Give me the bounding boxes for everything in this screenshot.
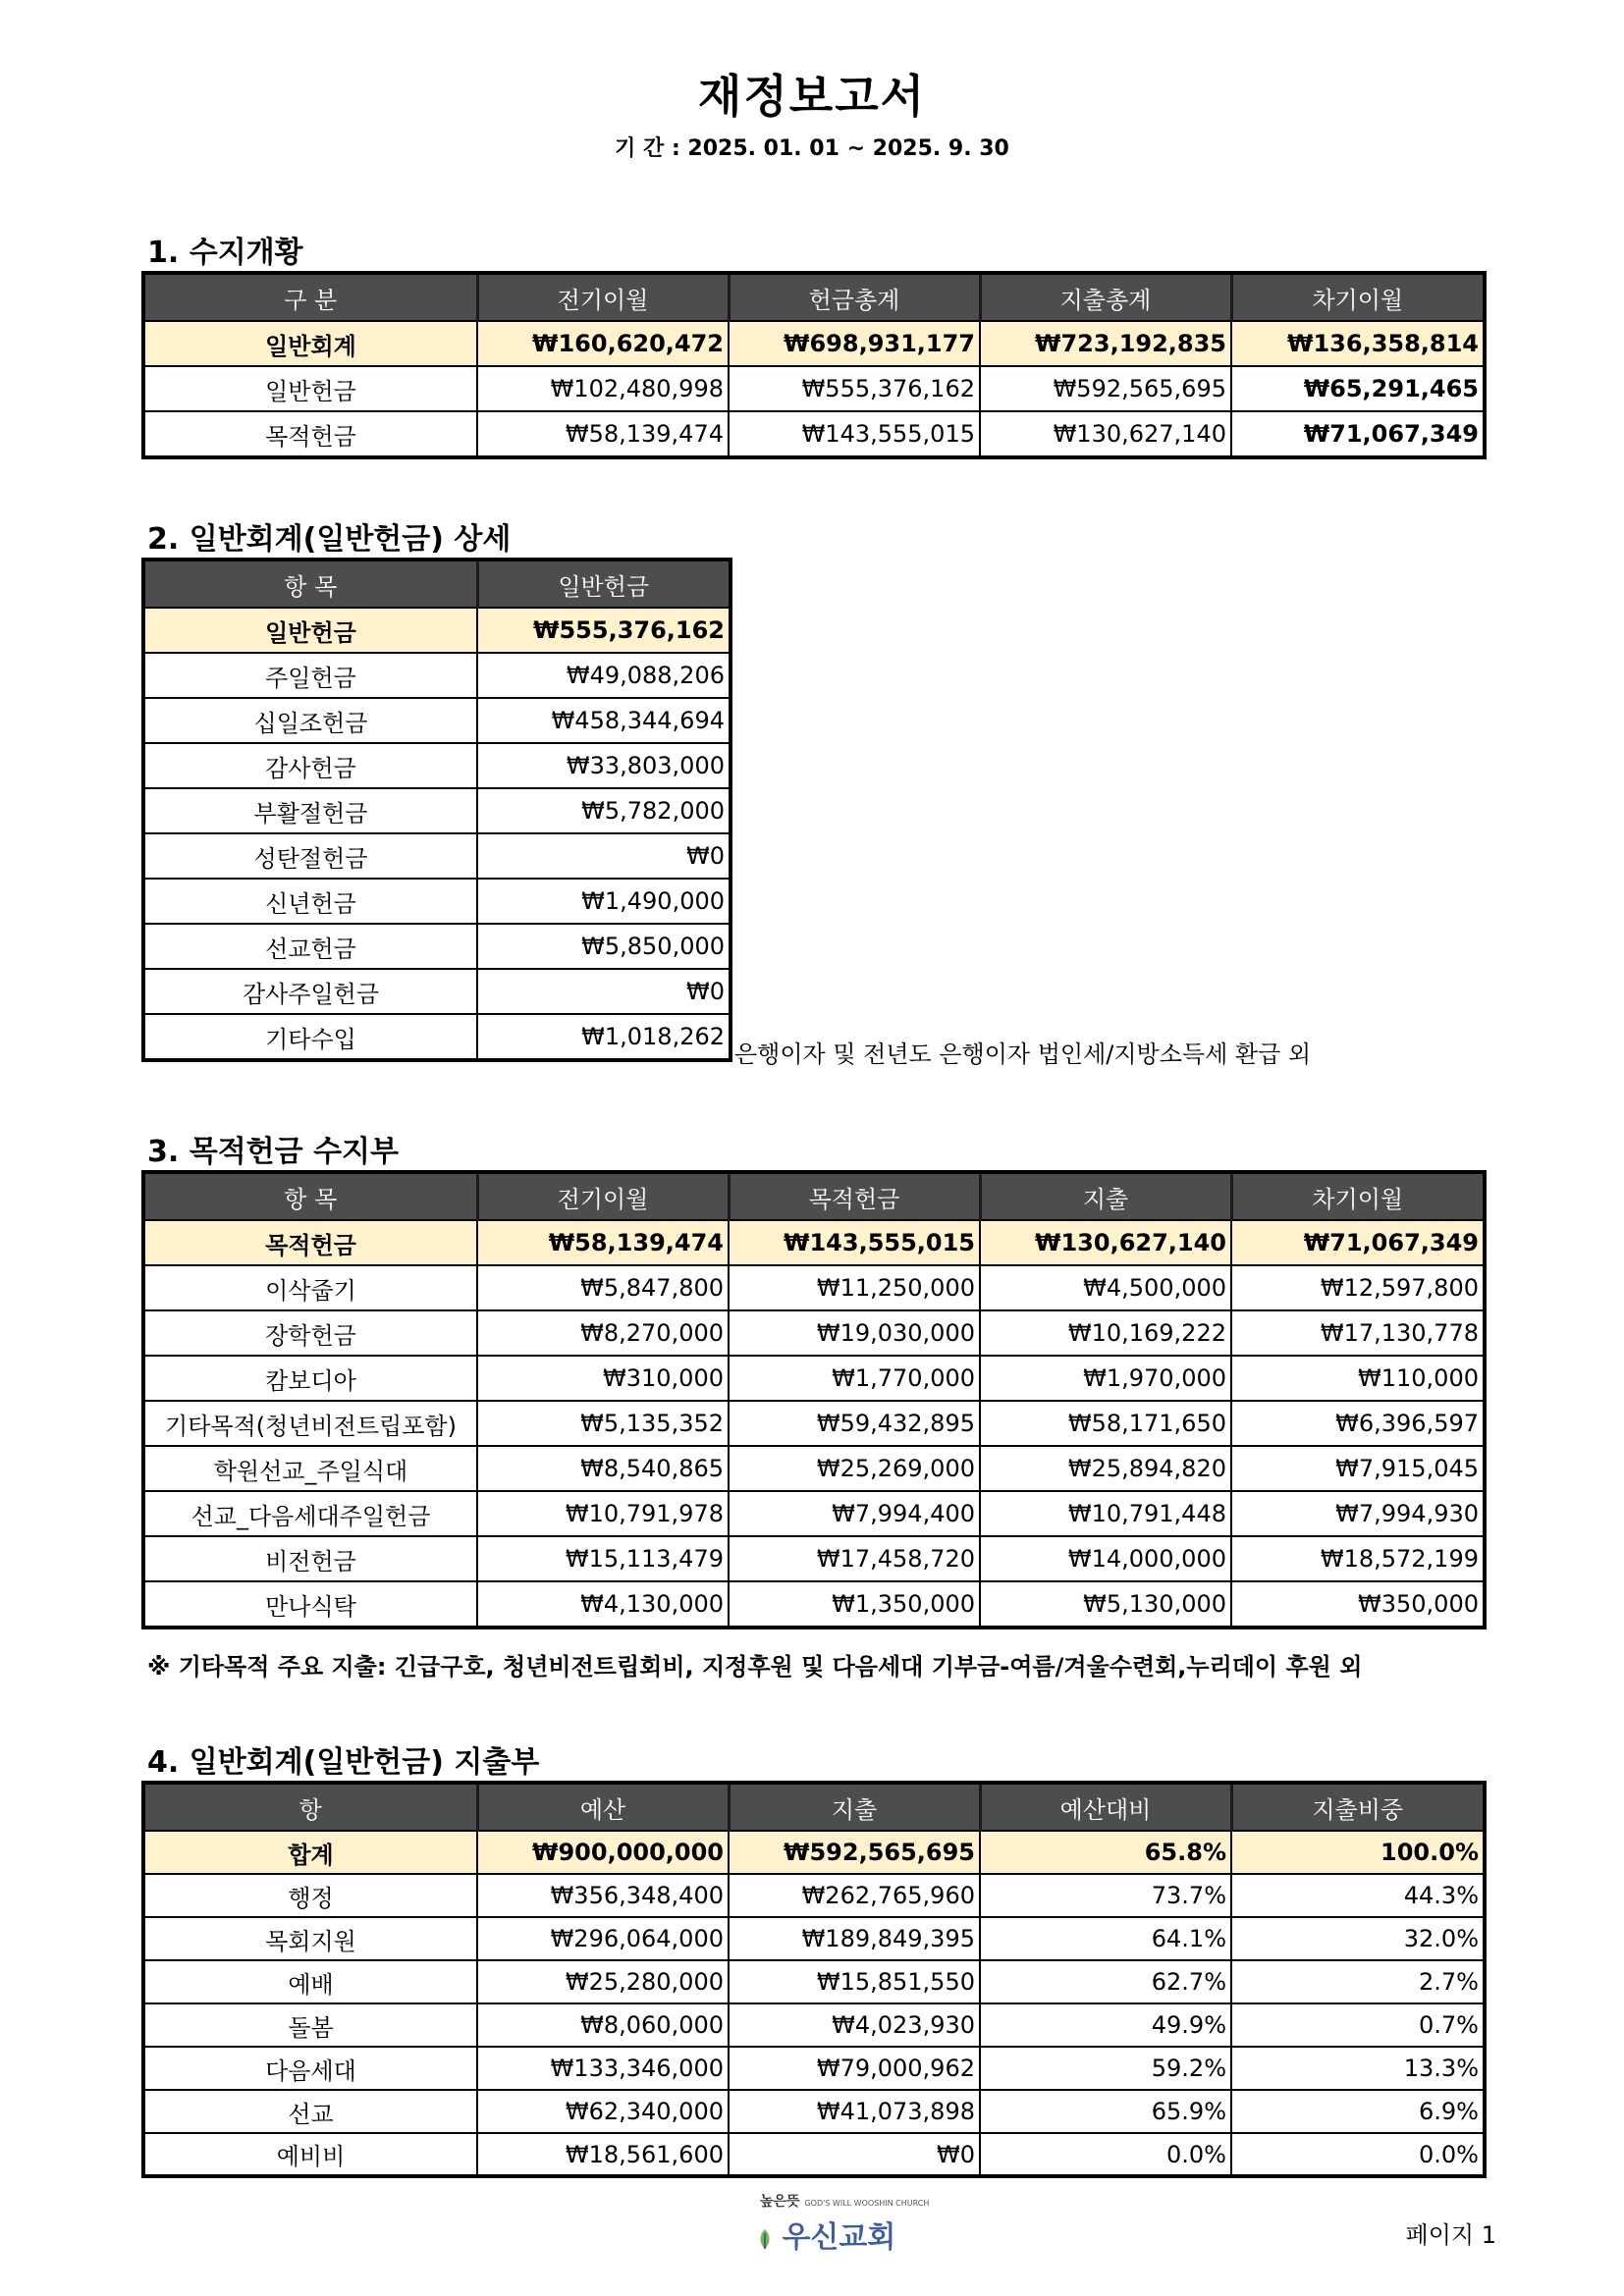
cell-value: ₩555,376,162 bbox=[729, 366, 980, 411]
row-label: 일반헌금 bbox=[143, 608, 477, 653]
cell-value: ₩79,000,962 bbox=[729, 2047, 980, 2090]
table-row bbox=[143, 366, 1485, 411]
cell-value: ₩5,847,800 bbox=[477, 1265, 729, 1310]
row-label: 선교_다음세대주일헌금 bbox=[143, 1491, 477, 1536]
cell-value: ₩136,358,814 bbox=[1231, 321, 1485, 366]
table-row bbox=[143, 1014, 731, 1060]
row-label: 합계 bbox=[143, 1831, 477, 1874]
column-header: 전기이월 bbox=[477, 1172, 729, 1220]
cell-value: ₩7,994,930 bbox=[1231, 1491, 1485, 1536]
row-label: 장학헌금 bbox=[143, 1310, 477, 1356]
cell-value: 0.0% bbox=[1231, 2133, 1485, 2176]
general-offering-table bbox=[141, 558, 732, 1062]
table-row bbox=[143, 1960, 1485, 2003]
column-header: 차기이월 bbox=[1231, 273, 1485, 321]
row-label: 주일헌금 bbox=[143, 653, 477, 698]
cell-value: ₩8,060,000 bbox=[477, 2003, 729, 2047]
designated-offering-table bbox=[141, 1170, 1487, 1629]
table-row bbox=[143, 788, 731, 833]
table-row bbox=[143, 2047, 1485, 2090]
column-header: 일반헌금 bbox=[477, 560, 731, 608]
cell-value: ₩143,555,015 bbox=[729, 1220, 980, 1265]
table-row bbox=[143, 1831, 1485, 1874]
column-header: 항 bbox=[143, 1783, 477, 1831]
cell-value: ₩25,894,820 bbox=[980, 1446, 1231, 1491]
cell-value: ₩25,269,000 bbox=[729, 1446, 980, 1491]
table-row bbox=[143, 1536, 1485, 1581]
cell-value: 65.9% bbox=[980, 2090, 1231, 2133]
cell-value: ₩71,067,349 bbox=[1231, 1220, 1485, 1265]
cell-value: ₩62,340,000 bbox=[477, 2090, 729, 2133]
cell-value: ₩1,490,000 bbox=[477, 879, 731, 924]
row-label: 일반헌금 bbox=[143, 366, 477, 411]
cell-value: ₩14,000,000 bbox=[980, 1536, 1231, 1581]
cell-value: 6.9% bbox=[1231, 2090, 1485, 2133]
designated-note: ※ 기타목적 주요 지출: 긴급구호, 청년비전트립회비, 지정후원 및 다음세대 기부금-여름/겨울수련회,누리데이 후원 외 bbox=[147, 1653, 1363, 1681]
cell-value: ₩8,270,000 bbox=[477, 1310, 729, 1356]
table-row bbox=[143, 608, 731, 653]
cell-value: ₩143,555,015 bbox=[729, 411, 980, 457]
leaf-icon bbox=[758, 2227, 772, 2251]
cell-value: ₩1,770,000 bbox=[729, 1356, 980, 1401]
table-row bbox=[143, 653, 731, 698]
cell-value: ₩11,250,000 bbox=[729, 1265, 980, 1310]
cell-value: ₩4,023,930 bbox=[729, 2003, 980, 2047]
row-label: 일반회계 bbox=[143, 321, 477, 366]
cell-value: 0.0% bbox=[980, 2133, 1231, 2176]
cell-value: ₩5,782,000 bbox=[477, 788, 731, 833]
cell-value: ₩49,088,206 bbox=[477, 653, 731, 698]
cell-value: ₩8,540,865 bbox=[477, 1446, 729, 1491]
cell-value: ₩592,565,695 bbox=[729, 1831, 980, 1874]
logo-main-text: 우신교회 bbox=[758, 2213, 895, 2256]
cell-value: ₩7,994,400 bbox=[729, 1491, 980, 1536]
cell-value: ₩17,130,778 bbox=[1231, 1310, 1485, 1356]
cell-value: ₩0 bbox=[729, 2133, 980, 2176]
column-header: 항 목 bbox=[143, 1172, 477, 1220]
cell-value: ₩58,171,650 bbox=[980, 1401, 1231, 1446]
cell-value: ₩7,915,045 bbox=[1231, 1446, 1485, 1491]
cell-value: ₩0 bbox=[477, 969, 731, 1014]
cell-value: ₩19,030,000 bbox=[729, 1310, 980, 1356]
cell-value: ₩356,348,400 bbox=[477, 1874, 729, 1917]
cell-value: ₩458,344,694 bbox=[477, 698, 731, 743]
table-row bbox=[143, 1356, 1485, 1401]
cell-value: ₩18,561,600 bbox=[477, 2133, 729, 2176]
row-label: 이삭줍기 bbox=[143, 1265, 477, 1310]
row-label: 캄보디아 bbox=[143, 1356, 477, 1401]
column-header: 차기이월 bbox=[1231, 1172, 1485, 1220]
section1-heading: 1. 수지개황 bbox=[147, 236, 303, 270]
cell-value: 44.3% bbox=[1231, 1874, 1485, 1917]
cell-value: ₩5,850,000 bbox=[477, 924, 731, 969]
cell-value: 64.1% bbox=[980, 1917, 1231, 1960]
row-label: 기타목적(청년비전트립포함) bbox=[143, 1401, 477, 1446]
row-label: 감사헌금 bbox=[143, 743, 477, 788]
cell-value: ₩0 bbox=[477, 833, 731, 879]
cell-value: 49.9% bbox=[980, 2003, 1231, 2047]
cell-value: ₩10,169,222 bbox=[980, 1310, 1231, 1356]
cell-value: ₩18,572,199 bbox=[1231, 1536, 1485, 1581]
row-label: 목적헌금 bbox=[143, 1220, 477, 1265]
report-title: 재정보고서 bbox=[697, 70, 927, 123]
cell-value: ₩6,396,597 bbox=[1231, 1401, 1485, 1446]
column-header: 헌금총계 bbox=[729, 273, 980, 321]
row-label: 행정 bbox=[143, 1874, 477, 1917]
row-label: 예비비 bbox=[143, 2133, 477, 2176]
row-label: 선교헌금 bbox=[143, 924, 477, 969]
cell-value: ₩59,432,895 bbox=[729, 1401, 980, 1446]
table-row bbox=[143, 1581, 1485, 1628]
row-label: 기타수입 bbox=[143, 1014, 477, 1060]
column-header: 지출비중 bbox=[1231, 1783, 1485, 1831]
cell-value: ₩10,791,978 bbox=[477, 1491, 729, 1536]
row-label: 비전헌금 bbox=[143, 1536, 477, 1581]
cell-value: 65.8% bbox=[980, 1831, 1231, 1874]
cell-value: ₩1,018,262 bbox=[477, 1014, 731, 1060]
table-row bbox=[143, 1220, 1485, 1265]
cell-value: ₩189,849,395 bbox=[729, 1917, 980, 1960]
cell-value: ₩65,291,465 bbox=[1231, 366, 1485, 411]
cell-value: ₩110,000 bbox=[1231, 1356, 1485, 1401]
table-row bbox=[143, 1446, 1485, 1491]
cell-value: ₩102,480,998 bbox=[477, 366, 729, 411]
table-row bbox=[143, 2090, 1485, 2133]
row-label: 십일조헌금 bbox=[143, 698, 477, 743]
row-label: 목적헌금 bbox=[143, 411, 477, 457]
column-header: 지출 bbox=[980, 1172, 1231, 1220]
cell-value: 59.2% bbox=[980, 2047, 1231, 2090]
column-header: 항 목 bbox=[143, 560, 477, 608]
table-row bbox=[143, 1265, 1485, 1310]
cell-value: ₩262,765,960 bbox=[729, 1874, 980, 1917]
row-label: 신년헌금 bbox=[143, 879, 477, 924]
column-header: 예산 bbox=[477, 1783, 729, 1831]
row-label: 다음세대 bbox=[143, 2047, 477, 2090]
column-header: 구 분 bbox=[143, 273, 477, 321]
table-row bbox=[143, 969, 731, 1014]
table-row bbox=[143, 2003, 1485, 2047]
logo-top-text: 높은뜻 GOD'S WILL WOOSHIN CHURCH bbox=[760, 2194, 930, 2210]
church-logo bbox=[746, 2191, 930, 2260]
row-label: 선교 bbox=[143, 2090, 477, 2133]
cell-value: ₩33,803,000 bbox=[477, 743, 731, 788]
row-label: 성탄절헌금 bbox=[143, 833, 477, 879]
cell-value: ₩71,067,349 bbox=[1231, 411, 1485, 457]
column-header: 지출총계 bbox=[980, 273, 1231, 321]
cell-value: ₩41,073,898 bbox=[729, 2090, 980, 2133]
cell-value: ₩12,597,800 bbox=[1231, 1265, 1485, 1310]
cell-value: ₩15,851,550 bbox=[729, 1960, 980, 2003]
cell-value: ₩723,192,835 bbox=[980, 321, 1231, 366]
cell-value: ₩350,000 bbox=[1231, 1581, 1485, 1628]
table-row bbox=[143, 2133, 1485, 2176]
cell-value: ₩698,931,177 bbox=[729, 321, 980, 366]
cell-value: 100.0% bbox=[1231, 1831, 1485, 1874]
column-header: 전기이월 bbox=[477, 273, 729, 321]
cell-value: ₩1,970,000 bbox=[980, 1356, 1231, 1401]
cell-value: ₩555,376,162 bbox=[477, 608, 731, 653]
cell-value: ₩4,130,000 bbox=[477, 1581, 729, 1628]
table-row bbox=[143, 1917, 1485, 1960]
cell-value: 0.7% bbox=[1231, 2003, 1485, 2047]
report-period: 기 간 : 2025. 01. 01 ~ 2025. 9. 30 bbox=[615, 136, 1009, 161]
cell-value: ₩310,000 bbox=[477, 1356, 729, 1401]
other-income-note: 은행이자 및 전년도 은행이자 법인세/지방소득세 환급 외 bbox=[734, 1041, 1312, 1068]
cell-value: ₩58,139,474 bbox=[477, 1220, 729, 1265]
cell-value: ₩130,627,140 bbox=[980, 411, 1231, 457]
page-number: 페이지 1 bbox=[1405, 2221, 1496, 2249]
table-row bbox=[143, 1491, 1485, 1536]
cell-value: ₩4,500,000 bbox=[980, 1265, 1231, 1310]
cell-value: 62.7% bbox=[980, 1960, 1231, 2003]
cell-value: ₩130,627,140 bbox=[980, 1220, 1231, 1265]
cell-value: ₩15,113,479 bbox=[477, 1536, 729, 1581]
cell-value: 73.7% bbox=[980, 1874, 1231, 1917]
cell-value: ₩25,280,000 bbox=[477, 1960, 729, 2003]
table-row bbox=[143, 743, 731, 788]
cell-value: ₩592,565,695 bbox=[980, 366, 1231, 411]
section3-heading: 3. 목적헌금 수지부 bbox=[147, 1135, 400, 1169]
table-row bbox=[143, 924, 731, 969]
table-row bbox=[143, 1874, 1485, 1917]
cell-value: ₩296,064,000 bbox=[477, 1917, 729, 1960]
table-row bbox=[143, 833, 731, 879]
table-row bbox=[143, 321, 1485, 366]
cell-value: ₩133,346,000 bbox=[477, 2047, 729, 2090]
cell-value: 2.7% bbox=[1231, 1960, 1485, 2003]
cell-value: ₩17,458,720 bbox=[729, 1536, 980, 1581]
cell-value: ₩900,000,000 bbox=[477, 1831, 729, 1874]
table-row bbox=[143, 698, 731, 743]
table-row bbox=[143, 879, 731, 924]
row-label: 돌봄 bbox=[143, 2003, 477, 2047]
column-header: 목적헌금 bbox=[729, 1172, 980, 1220]
table-row bbox=[143, 411, 1485, 457]
cell-value: ₩5,135,352 bbox=[477, 1401, 729, 1446]
section4-heading: 4. 일반회계(일반헌금) 지출부 bbox=[147, 1745, 540, 1780]
cell-value: 32.0% bbox=[1231, 1917, 1485, 1960]
column-header: 지출 bbox=[729, 1783, 980, 1831]
row-label: 예배 bbox=[143, 1960, 477, 2003]
cell-value: ₩10,791,448 bbox=[980, 1491, 1231, 1536]
cell-value: ₩58,139,474 bbox=[477, 411, 729, 457]
cell-value: ₩1,350,000 bbox=[729, 1581, 980, 1628]
expenditure-table bbox=[141, 1781, 1487, 2178]
row-label: 목회지원 bbox=[143, 1917, 477, 1960]
row-label: 감사주일헌금 bbox=[143, 969, 477, 1014]
table-row bbox=[143, 1310, 1485, 1356]
summary-table bbox=[141, 271, 1487, 459]
row-label: 부활절헌금 bbox=[143, 788, 477, 833]
cell-value: ₩5,130,000 bbox=[980, 1581, 1231, 1628]
cell-value: 13.3% bbox=[1231, 2047, 1485, 2090]
table-row bbox=[143, 1401, 1485, 1446]
column-header: 예산대비 bbox=[980, 1783, 1231, 1831]
cell-value: ₩160,620,472 bbox=[477, 321, 729, 366]
section2-heading: 2. 일반회계(일반헌금) 상세 bbox=[147, 522, 512, 557]
row-label: 학원선교_주일식대 bbox=[143, 1446, 477, 1491]
row-label: 만나식탁 bbox=[143, 1581, 477, 1628]
